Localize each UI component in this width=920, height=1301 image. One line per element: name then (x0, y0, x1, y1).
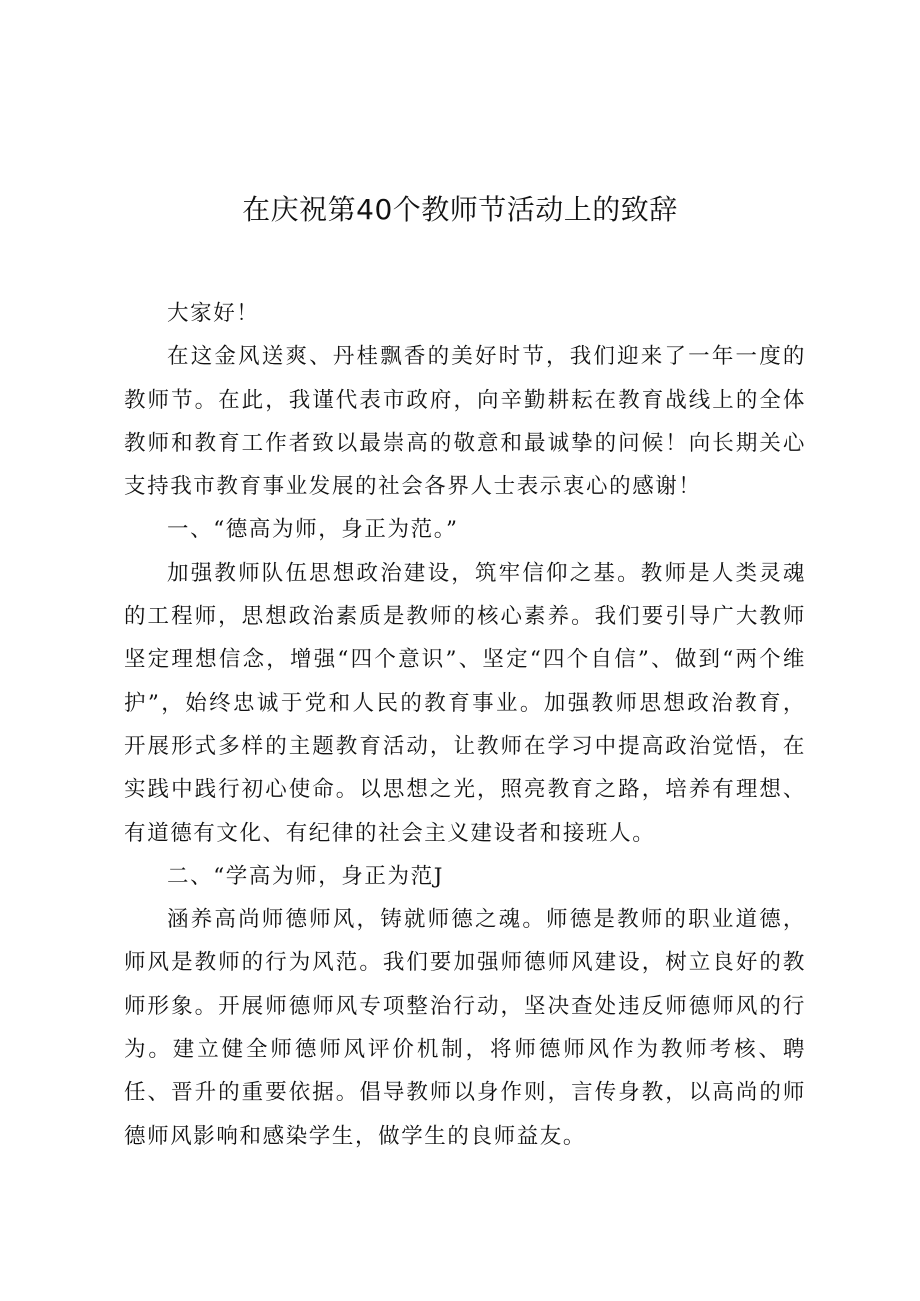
section-1-paragraph: 加强教师队伍思想政治建设，筑牢信仰之基。教师是人类灵魂的工程师，思想政治素质是教师的核心素养。我们要引导广大教师坚定理想信念，增强“四个意识”、坚定“四个自信”、做到“两个维护”，始终忠诚于党和人民的教育事业。加强教师思想政治教育，开展形式多样的主题教育活动，让教师在学习中提高政治觉悟，在实践中践行初心使命。以思想之光，照亮教育之路，培养有理想、有道德有文化、有纪律的社会主义建设者和接班人。 (124, 560, 806, 846)
section-2-paragraph: 涵养高尚师德师风，铸就师德之魂。师德是教师的职业道德，师风是教师的行为风范。我们要加强师德师风建设，树立良好的教师形象。开展师德师风专项整治行动，坚决查处违反师德师风的行为。建立健全师德师风评价机制，将师德师风作为教师考核、聘任、晋升的重要依据。倡导教师以身作则，言传身教，以高尚的师德师风影响和感染学生，做学生的良师益友。 (124, 907, 806, 1149)
section-2-heading: 二、“学高为师，身正为范J (167, 863, 444, 889)
greeting-paragraph: 大家好！ (167, 301, 260, 326)
section-1-heading: 一、“德高为师，身正为范。” (167, 517, 459, 543)
document-title: 在庆祝第40个教师节活动上的致辞 (242, 193, 678, 226)
document-body (124, 292, 806, 1158)
intro-paragraph: 在这金风送爽、丹桂飘香的美好时节，我们迎来了一年一度的教师节。在此，我谨代表市政府，向辛勤耕耘在教育战线上的全体教师和教育工作者致以最崇高的敬意和最诚挚的问候！向长期关心支持我市教育事业发展的社会各界人士表示衷心的感谢！ (124, 344, 806, 500)
